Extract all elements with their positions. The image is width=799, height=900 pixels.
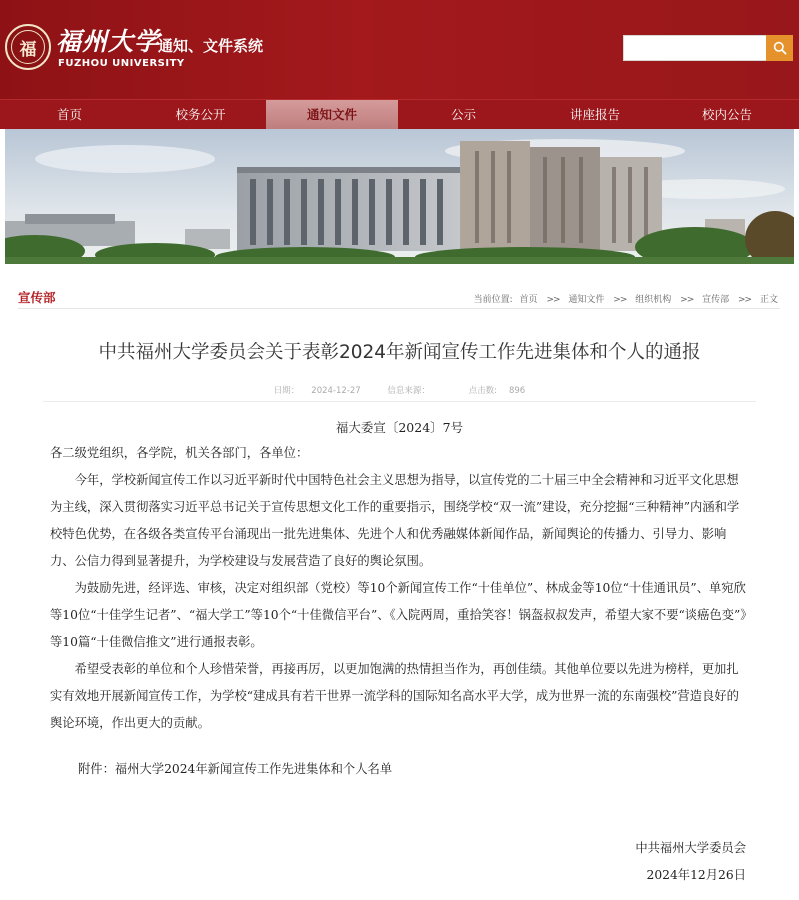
search-button[interactable] [766,35,793,61]
breadcrumb-prefix: 当前位置: [473,295,513,305]
search-icon [773,41,787,55]
clicks-label: 点击数: [468,386,497,396]
breadcrumb-home[interactable]: 首页 [519,295,538,305]
signature-organization: 中共福州大学委员会 [635,841,746,855]
university-seal-logo[interactable] [5,24,51,70]
site-header [0,0,799,99]
department-title: 宣传部 [18,290,56,305]
nav-item-lectures[interactable]: 讲座报告 [569,107,620,122]
article-panel [5,268,794,900]
paragraph: 为鼓励先进，经评选、审核，决定对组织部（党校）等10个新闻宣传工作“十佳单位”、林成金等10位“十佳通讯员”、单宛欣等10位“十佳学生记者”、“福大学工”等10个“十佳微信平台”、《入院两周，重拾笑容！锅盔叔叔发声，希望大家不要“谈癌色变”》等10篇“十佳微信推文”进行通报表彰。 [50,581,747,649]
breadcrumb-department[interactable]: 宣传部 [702,295,730,305]
seal-char: 福 [11,30,45,64]
site-title: 通知、文件系统 [158,37,264,55]
paragraph: 今年，学校新闻宣传工作以习近平新时代中国特色社会主义思想为指导，以宣传党的二十届三中全会精神和习近平文化思想为主线，深入贯彻落实习近平总书记关于宣传思想文化工作的重要指示，围绕学校“双一流”建设，充分挖掘“三种精神”内涵和学校特色优势，在各级各类宣传平台涌现出一批先进集体、先进个人和优秀融媒体新闻作品，新闻舆论的传播力、引导力、影响力、公信力得到显著提升，为学校建设与发展营造了良好的舆论氛围。 [50,473,740,568]
article-title: 中共福州大学委员会关于表彰2024年新闻宣传工作先进集体和个人的通报 [98,342,701,363]
nav-item-notices[interactable]: 通知文件 [266,100,398,129]
breadcrumb-organization[interactable]: 组织机构 [635,295,672,305]
nav-item-campus-announcements[interactable]: 校内公告 [701,107,752,122]
click-count: 896 [508,386,526,396]
breadcrumb-separator: >> [613,295,627,305]
breadcrumb-separator: >> [738,295,752,305]
article-date: 2024-12-27 [311,386,361,396]
greeting: 各二级党组织，各学院，机关各部门，各单位： [50,446,309,460]
campus-banner-image [5,129,794,264]
article-meta [5,384,794,396]
breadcrumb-notices[interactable]: 通知文件 [568,295,605,305]
document-number: 福大委宣〔2024〕7号 [335,420,464,435]
main-nav [0,99,799,129]
university-english-name: FUZHOU UNIVERSITY [58,58,185,69]
breadcrumb-separator: >> [546,295,560,305]
breadcrumb-separator: >> [680,295,694,305]
signature-date: 2024年12月26日 [646,868,746,882]
nav-item-publicity[interactable]: 公示 [450,107,476,122]
university-name-logo[interactable]: 福州大学 [56,27,161,56]
nav-item-school-affairs[interactable]: 校务公开 [175,107,226,122]
search-input[interactable] [623,35,766,61]
meta-divider [43,401,756,402]
nav-item-home[interactable]: 首页 [56,107,82,122]
date-label: 日期： [273,386,300,396]
source-label: 信息来源： [387,386,430,396]
paragraph: 希望受表彰的单位和个人珍惜荣誉，再接再厉，以更加饱满的热情担当作为，再创佳绩。其他单位要以先进为榜样，更加扎实有效地开展新闻宣传工作，为学校“建成具有若干世界一流学科的国际知名高水平大学，成为世界一流的东南强校”营造良好的舆论环境，作出更大的贡献。 [50,662,739,730]
header-divider [18,308,780,309]
breadcrumb [472,292,780,305]
breadcrumb-current: 正文 [759,295,778,305]
attachment-link[interactable]: 附件：福州大学2024年新闻宣传工作先进集体和个人名单 [78,762,393,776]
